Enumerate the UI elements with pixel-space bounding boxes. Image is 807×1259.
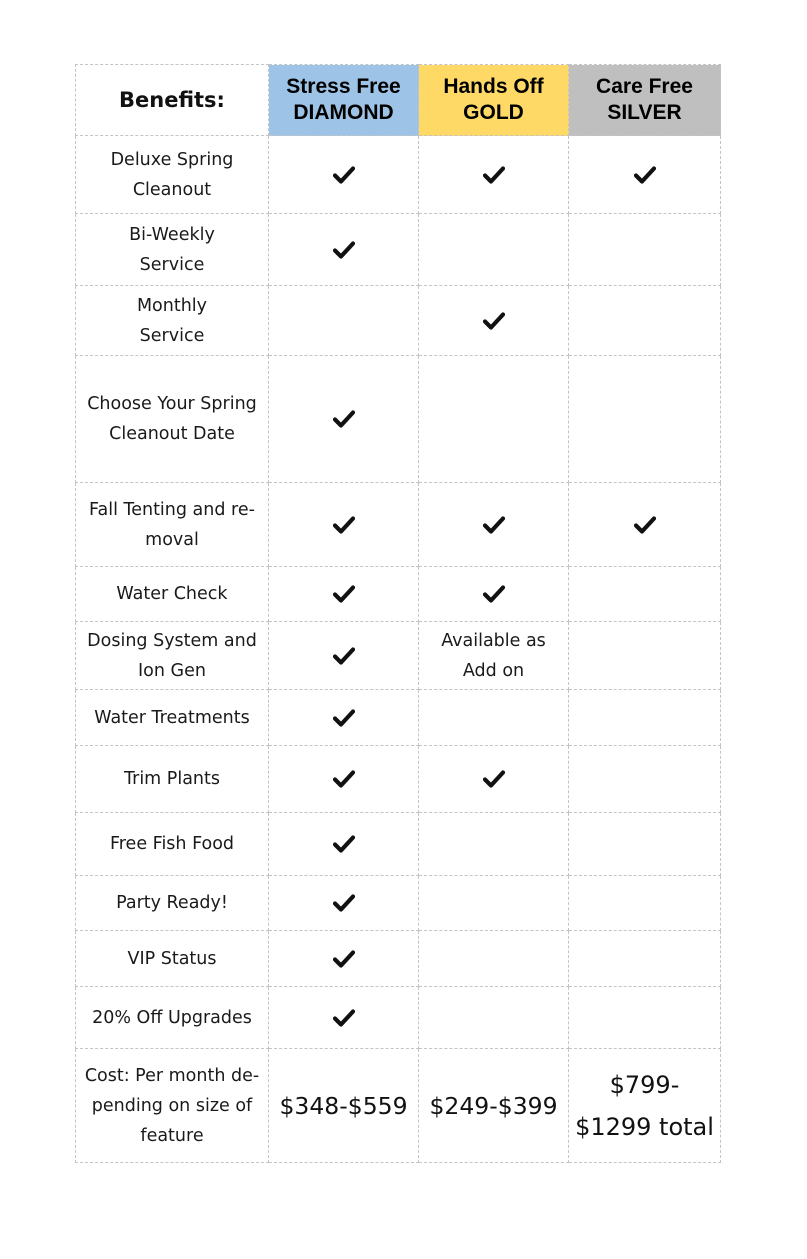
benefit-gold-cell	[419, 746, 569, 813]
benefit-diamond-cell	[269, 746, 419, 813]
benefit-row	[76, 746, 721, 813]
benefit-label-line: 20% Off Upgrades	[92, 1007, 252, 1028]
plan-header-silver	[569, 65, 721, 136]
benefit-diamond-cell	[269, 987, 419, 1049]
benefit-row	[76, 987, 721, 1049]
benefit-row	[76, 813, 721, 876]
benefit-silver-cell	[569, 567, 721, 622]
benefit-diamond-cell	[269, 483, 419, 567]
benefit-label	[76, 567, 269, 622]
benefit-silver-cell	[569, 813, 721, 876]
benefit-row	[76, 214, 721, 286]
plan-header-diamond	[269, 65, 419, 136]
plan-silver-line1: Care Free	[596, 75, 693, 98]
benefit-row	[76, 567, 721, 622]
benefit-diamond-cell	[269, 876, 419, 931]
benefit-diamond-cell	[269, 286, 419, 356]
benefit-diamond-cell	[269, 690, 419, 746]
benefit-silver-cell	[569, 483, 721, 567]
benefits-header-label: Benefits:	[76, 65, 269, 136]
benefits-rows	[76, 136, 721, 1049]
benefit-diamond-cell	[269, 567, 419, 622]
benefit-label	[76, 690, 269, 746]
checkmark-icon	[483, 770, 505, 788]
benefit-silver-cell	[569, 622, 721, 690]
benefit-label-line: Service	[139, 254, 205, 275]
benefit-silver-cell	[569, 931, 721, 987]
plan-diamond-line1: Stress Free	[286, 75, 401, 98]
benefit-label-line: Cleanout	[132, 179, 212, 200]
benefit-gold-cell	[419, 567, 569, 622]
benefit-silver-cell	[569, 746, 721, 813]
benefit-label-line: Free Fish Food	[109, 834, 235, 854]
benefit-gold-cell	[419, 356, 569, 483]
benefit-gold-cell	[419, 483, 569, 567]
benefit-row	[76, 622, 721, 690]
cost-label-line: Cost: Per month de-	[84, 1065, 260, 1086]
benefit-label	[76, 876, 269, 931]
benefit-gold-cell	[419, 286, 569, 356]
benefit-label	[76, 622, 269, 690]
checkmark-icon	[333, 709, 355, 727]
benefit-label-line: Bi-Weekly	[129, 224, 215, 245]
cost-label-line: feature	[140, 1125, 204, 1146]
benefit-diamond-cell	[269, 136, 419, 214]
plan-gold-line1: Hands Off	[443, 75, 544, 98]
gold-addon-text: Add on	[462, 660, 525, 681]
benefit-gold-cell	[419, 813, 569, 876]
benefit-row	[76, 356, 721, 483]
checkmark-icon	[333, 835, 355, 853]
benefit-row	[76, 286, 721, 356]
benefit-label-line: Cleanout Date	[109, 424, 235, 444]
benefit-label-line: Choose Your Spring	[87, 394, 257, 414]
gold-addon-text: Available as	[441, 630, 546, 651]
price-diamond: $348-$559	[269, 1049, 419, 1163]
benefit-label-line: Trim Plants	[124, 769, 220, 789]
benefit-label	[76, 136, 269, 214]
benefit-label-line: Water Treatments	[94, 707, 250, 728]
benefit-label	[76, 813, 269, 876]
checkmark-icon	[333, 894, 355, 912]
benefit-label	[76, 483, 269, 567]
checkmark-icon	[333, 516, 355, 534]
price-silver-line: $799-	[609, 1070, 680, 1099]
benefit-label-line: Deluxe Spring	[110, 149, 234, 170]
benefit-diamond-cell	[269, 931, 419, 987]
benefit-gold-cell	[419, 214, 569, 286]
benefit-label-line: Monthly	[136, 295, 208, 316]
benefit-label-line: VIP Status	[127, 948, 217, 969]
benefit-diamond-cell	[269, 356, 419, 483]
checkmark-icon	[333, 950, 355, 968]
checkmark-icon	[634, 166, 656, 184]
benefit-row	[76, 136, 721, 214]
benefit-label-line: Party Ready!	[116, 893, 228, 913]
benefit-row	[76, 931, 721, 987]
benefit-diamond-cell	[269, 214, 419, 286]
checkmark-icon	[483, 312, 505, 330]
benefit-label	[76, 286, 269, 356]
plan-gold-line2: GOLD	[463, 101, 524, 124]
benefit-gold-cell	[419, 876, 569, 931]
header-row	[76, 65, 721, 136]
benefit-label	[76, 931, 269, 987]
cost-label	[76, 1049, 269, 1163]
benefit-label-line: Ion Gen	[138, 660, 206, 681]
benefit-label-line: Service	[139, 325, 205, 346]
cost-label-line: pending on size of	[91, 1095, 253, 1116]
benefit-gold-cell	[419, 931, 569, 987]
benefit-silver-cell	[569, 356, 721, 483]
price-gold: $249-$399	[419, 1049, 569, 1163]
plan-diamond-line2: DIAMOND	[293, 101, 394, 124]
plan-header-gold	[419, 65, 569, 136]
checkmark-icon	[333, 1009, 355, 1027]
benefit-gold-cell	[419, 622, 569, 690]
benefit-label	[76, 356, 269, 483]
checkmark-icon	[483, 166, 505, 184]
benefit-silver-cell	[569, 876, 721, 931]
cost-row	[76, 1049, 721, 1163]
benefit-gold-cell	[419, 690, 569, 746]
benefit-diamond-cell	[269, 622, 419, 690]
benefit-silver-cell	[569, 286, 721, 356]
benefit-label-line: Water Check	[116, 584, 228, 604]
benefit-silver-cell	[569, 136, 721, 214]
checkmark-icon	[333, 166, 355, 184]
benefit-diamond-cell	[269, 813, 419, 876]
price-silver	[569, 1049, 721, 1163]
benefit-label	[76, 214, 269, 286]
checkmark-icon	[483, 585, 505, 603]
benefit-silver-cell	[569, 987, 721, 1049]
checkmark-icon	[634, 516, 656, 534]
benefit-gold-cell	[419, 136, 569, 214]
benefit-silver-cell	[569, 214, 721, 286]
benefit-silver-cell	[569, 690, 721, 746]
benefit-label-line: Dosing System and	[87, 630, 257, 651]
plan-silver-line2: SILVER	[607, 101, 682, 124]
benefits-comparison-table	[75, 64, 721, 1163]
checkmark-icon	[333, 410, 355, 428]
benefit-label	[76, 746, 269, 813]
benefit-row	[76, 483, 721, 567]
benefit-label-line: moval	[145, 529, 199, 550]
checkmark-icon	[333, 647, 355, 665]
benefit-row	[76, 876, 721, 931]
benefit-label	[76, 987, 269, 1049]
price-silver-line: $1299 total	[575, 1112, 714, 1141]
benefit-row	[76, 690, 721, 746]
checkmark-icon	[333, 770, 355, 788]
benefit-gold-cell	[419, 987, 569, 1049]
checkmark-icon	[333, 585, 355, 603]
benefit-label-line: Fall Tenting and re-	[89, 499, 255, 520]
checkmark-icon	[483, 516, 505, 534]
checkmark-icon	[333, 241, 355, 259]
